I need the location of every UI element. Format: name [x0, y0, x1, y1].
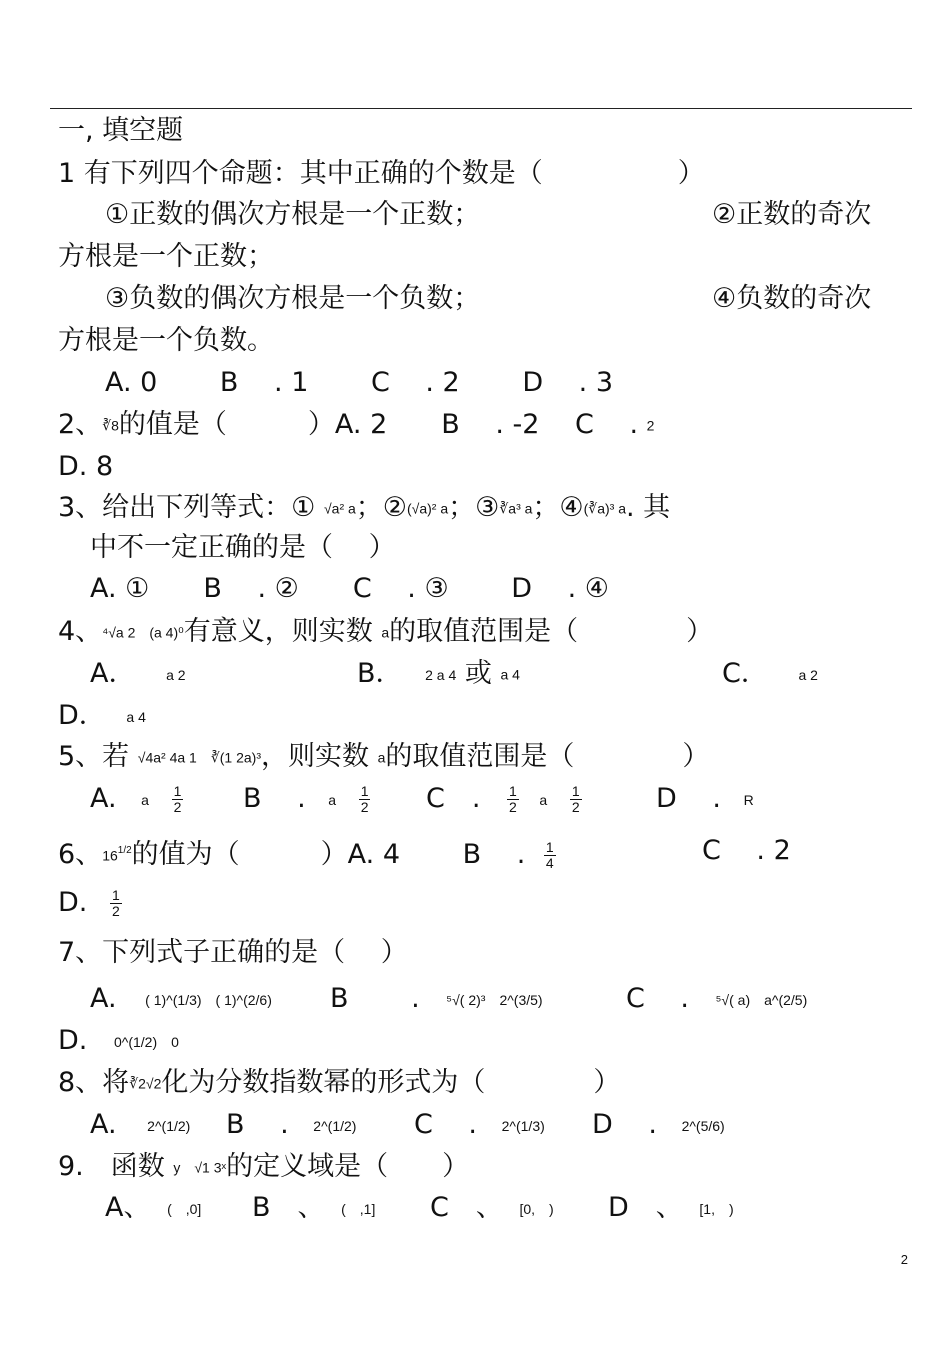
q5-option-b	[243, 782, 370, 817]
q4-option-a-value: a 2	[166, 666, 186, 683]
q1-prop2-cont: 方根是一个正数；	[58, 241, 274, 272]
q8-option-a-value: 2^(1/2)	[147, 1117, 191, 1134]
q9-line	[58, 1150, 469, 1185]
q2-option-d: D. 8	[58, 451, 114, 482]
q1-options: A. 0 B . 1 C . 2 D . 3	[105, 367, 614, 398]
q7-option-c-label: C .	[626, 983, 690, 1014]
q9-option-b	[252, 1191, 375, 1226]
q8-option-c-value: 2^(1/3)	[501, 1117, 545, 1134]
q4-option-b-label: B．	[357, 658, 403, 689]
q3-sep4: ；④	[532, 492, 584, 523]
q4-var: a	[381, 624, 390, 641]
q9-stem: 9. 函数	[58, 1151, 165, 1182]
q3-expr3: ∛a³ a	[499, 500, 533, 517]
q4-option-c-label: C．	[722, 658, 768, 689]
q7-option-c-value: ⁵√( a) a^(2/5)	[715, 991, 808, 1008]
q7-option-b-label: B .	[330, 983, 420, 1014]
q5-option-a-var: a	[141, 791, 149, 808]
q5-rest: ，则实数	[261, 741, 369, 772]
q7-option-d	[58, 1024, 179, 1059]
q8-option-d-label: D .	[592, 1109, 657, 1140]
q5-option-c-frac2	[570, 784, 582, 815]
q9-option-d	[608, 1191, 734, 1226]
q5-option-a	[90, 782, 183, 817]
q2-stem: 2、	[58, 409, 103, 440]
frac-num: 1	[545, 839, 554, 855]
q5-expr: √4a² 4a 1 ∛(1 2a)³	[137, 749, 261, 766]
q5-rest2: 的取值范围是（ ）	[385, 741, 710, 772]
q5-line	[58, 740, 709, 775]
q4-option-b-value2: a 4	[500, 666, 520, 683]
q8-line	[58, 1066, 620, 1101]
frac-den: 2	[360, 799, 369, 815]
header-rule	[50, 108, 912, 109]
q5-option-b-var: a	[328, 791, 337, 808]
q4-option-c-value: a 2	[798, 666, 818, 683]
q6-option-d-frac	[110, 888, 122, 919]
q4-option-d-label: D．	[58, 700, 106, 731]
q1-stem: 1 有下列四个命题：其中正确的个数是（ ）	[58, 158, 705, 189]
q1-prop3: ③负数的偶次方根是一个负数；	[105, 283, 481, 314]
q7-option-a-label: A.	[90, 983, 117, 1014]
q7-option-d-label: D.	[58, 1025, 88, 1056]
q9-option-a	[105, 1191, 201, 1226]
q3-options: A. ① B . ② C . ③ D . ④	[90, 573, 609, 604]
q6-option-d	[58, 886, 122, 920]
q9-option-c	[430, 1191, 554, 1226]
frac-num: 1	[509, 783, 517, 799]
q5-option-d-value: R	[743, 791, 754, 808]
q9-option-c-value: [0, )	[519, 1200, 554, 1217]
q4-option-a-label: A．	[90, 658, 136, 689]
q3-line	[58, 491, 670, 526]
q9-option-d-label: D 、	[608, 1192, 683, 1223]
q2-option-c: 2	[646, 417, 655, 434]
frac-den: 2	[509, 799, 517, 815]
q4-option-c	[722, 657, 818, 692]
q4-option-a	[90, 657, 186, 692]
q8-option-c	[414, 1108, 545, 1143]
q6-option-b-frac	[544, 840, 556, 871]
q6-option-d-label: D.	[58, 887, 88, 918]
frac-den: 4	[545, 855, 554, 871]
frac-den: 2	[111, 903, 120, 919]
frac-num: 1	[571, 783, 580, 799]
q7-option-a	[90, 982, 272, 1017]
q9-option-a-value: ( ,0]	[167, 1200, 202, 1217]
frac-den: 2	[173, 799, 182, 815]
q3-expr4: (∛a)³ a	[583, 500, 627, 517]
frac-den: 2	[571, 799, 580, 815]
q3-end: . 其	[626, 492, 671, 523]
q1-prop4: ④负数的奇次	[712, 283, 872, 314]
q3-expr1: √a² a	[323, 500, 356, 517]
q8-stem: 8、将	[58, 1067, 130, 1098]
q1-prop1: ①正数的偶次方根是一个正数；	[105, 199, 481, 230]
q9-expr: y √1 3ˣ	[173, 1159, 227, 1176]
q3-stem: 3、给出下列等式：①	[58, 492, 316, 523]
q4-option-b-value: 2 a 4	[425, 666, 457, 683]
q5-option-a-frac	[172, 784, 184, 815]
page-number: 2	[900, 1252, 908, 1267]
q5-option-d-label: D .	[656, 783, 721, 814]
q3-line2: 中不一定正确的是（ ）	[90, 532, 396, 563]
frac-num: 1	[173, 783, 182, 799]
q5-option-c-label: C .	[426, 783, 481, 814]
q7-option-b-value: ⁵√( 2)³ 2^(3/5)	[446, 991, 543, 1008]
q8-option-c-label: C .	[414, 1109, 478, 1140]
q8-rest: 化为分数指数幂的形式为（ ）	[161, 1067, 621, 1098]
q2-line	[58, 408, 654, 443]
q7-option-b	[330, 982, 543, 1017]
q2-expr: ∛8	[102, 417, 119, 434]
q5-option-d	[656, 782, 754, 817]
q4-option-d-value: a 4	[126, 708, 146, 725]
q6-rest: 的值为（ ）A. 4 B .	[131, 839, 526, 870]
q8-option-a	[90, 1108, 190, 1143]
q4-stem: 4、	[58, 616, 103, 647]
q5-stem: 5、若	[58, 741, 130, 772]
q5-option-b-label: B .	[243, 783, 306, 814]
q6-stem: 6、	[58, 839, 103, 870]
q7-option-c	[626, 982, 807, 1017]
q5-option-a-label: A.	[90, 783, 117, 814]
q9-rest: 的定义域是（ ）	[226, 1151, 470, 1182]
q3-sep3: ；③	[448, 492, 500, 523]
section-title: 一, 填空题	[58, 115, 184, 146]
q4-option-b-or: 或	[464, 658, 492, 689]
q5-option-c-frac1	[507, 784, 519, 815]
q5-option-c-var: a	[539, 791, 548, 808]
q6-option-c: C . 2	[702, 835, 791, 866]
q7-option-a-value: ( 1)^(1/3) ( 1)^(2/6)	[145, 991, 272, 1008]
q9-option-b-label: B 、	[252, 1192, 325, 1223]
q8-option-d-value: 2^(5/6)	[681, 1117, 725, 1134]
q6-line	[58, 834, 556, 873]
q9-option-c-label: C 、	[430, 1192, 503, 1223]
q3-sep2: ；②	[355, 492, 408, 523]
q8-option-b-value: 2^(1/2)	[313, 1117, 357, 1134]
q4-option-d	[58, 699, 146, 734]
q9-option-b-value: ( ,1]	[341, 1200, 376, 1217]
q2-rest: 的值是（ ）A. 2 B . -2 C .	[118, 409, 639, 440]
q4-option-b	[357, 657, 520, 692]
q5-option-b-frac	[359, 784, 371, 815]
q8-option-b	[226, 1108, 356, 1143]
q6-exp: 1/2	[117, 845, 132, 856]
q4-rest: 有意义，则实数	[183, 616, 373, 647]
q1-prop4-cont: 方根是一个负数。	[58, 325, 274, 356]
frac-num: 1	[360, 783, 369, 799]
q9-option-a-label: A、	[105, 1192, 151, 1223]
q8-expr: ∛2√2	[129, 1075, 162, 1092]
q8-option-a-label: A.	[90, 1109, 117, 1140]
q4-line	[58, 615, 713, 650]
q4-expr: ⁴√a 2 (a 4)⁰	[102, 624, 184, 641]
q1-prop2: ②正数的奇次	[712, 199, 872, 230]
q7-stem: 7、下列式子正确的是（ ）	[58, 937, 408, 968]
q5-var: a	[377, 749, 386, 766]
q8-option-d	[592, 1108, 725, 1143]
q5-option-c	[426, 782, 582, 817]
q7-option-d-value: 0^(1/2) 0	[113, 1033, 179, 1050]
q8-option-b-label: B .	[226, 1109, 289, 1140]
q6-base: 16	[102, 847, 118, 864]
q3-expr2: (√a)² a	[407, 500, 449, 517]
q9-option-d-value: [1, )	[699, 1200, 734, 1217]
q4-rest2: 的取值范围是（ ）	[389, 616, 714, 647]
frac-num: 1	[111, 887, 120, 903]
